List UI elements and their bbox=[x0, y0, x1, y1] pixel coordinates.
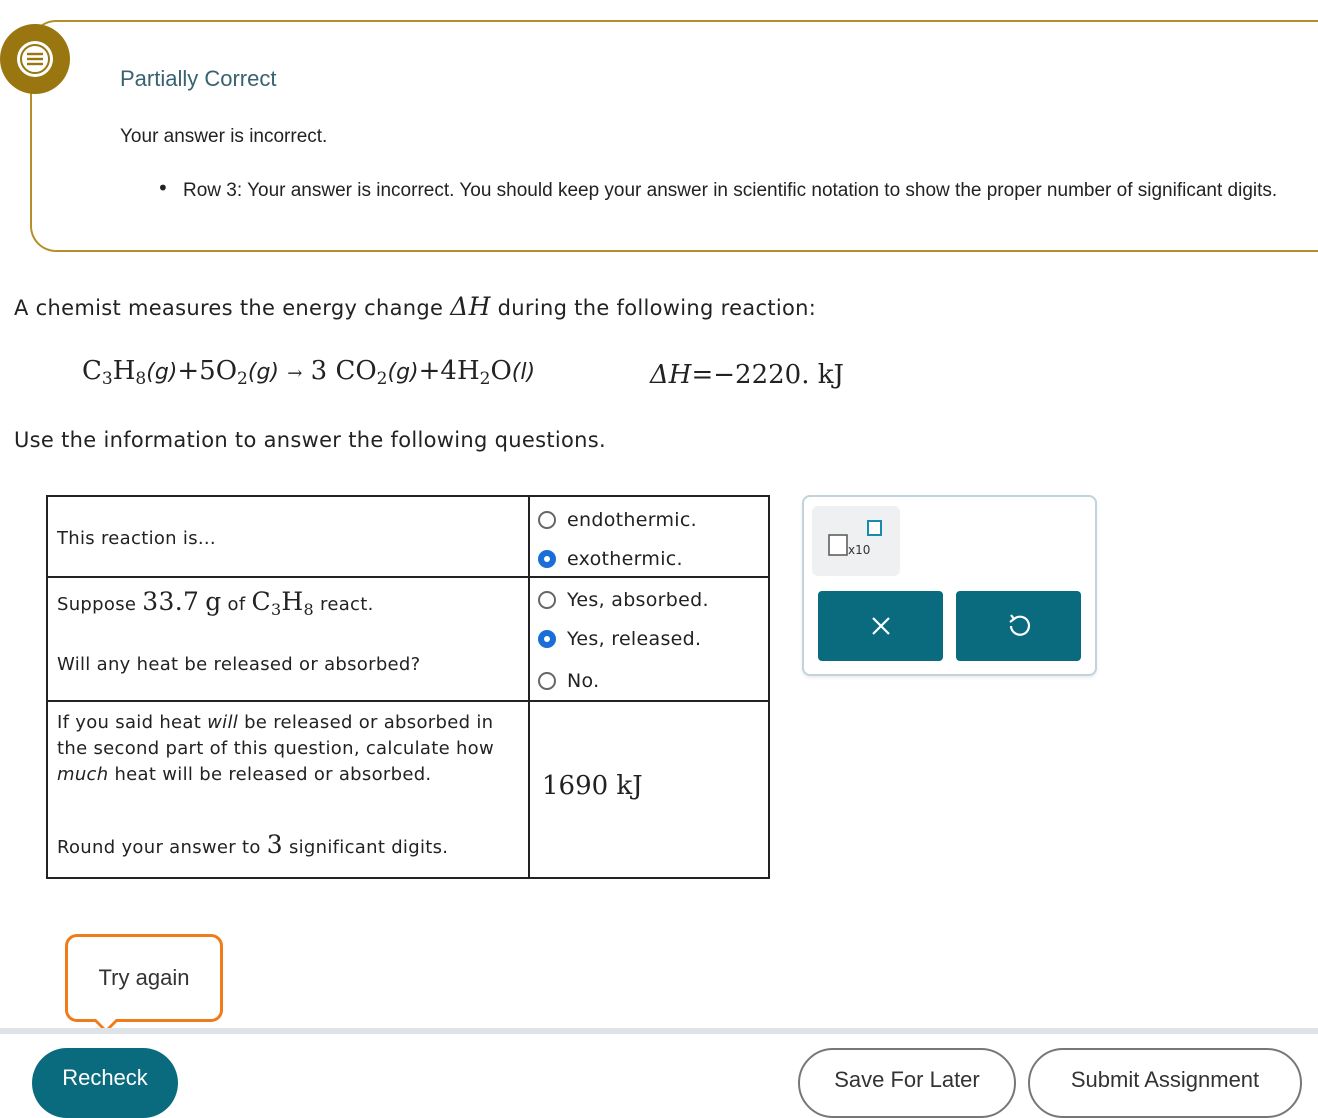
undo-icon bbox=[1005, 612, 1033, 640]
row3-prompt: If you said heat will be released or absorbed in the second part of this question, calculate how much heat will be released or absorbed. bbox=[57, 712, 495, 785]
feedback-detail: Row 3: Your answer is incorrect. You should keep your answer in scientific notation to show the proper number of significant digits. bbox=[183, 180, 1278, 201]
recheck-button[interactable]: Recheck bbox=[32, 1048, 178, 1118]
question-table bbox=[46, 495, 770, 879]
row3-rounding: Round your answer to 3 significant digits. bbox=[57, 830, 449, 859]
delta-h-value: ΔH=−2220. kJ bbox=[650, 360, 844, 390]
problem-intro: A chemist measures the energy change ΔH during the following reaction: bbox=[14, 292, 817, 321]
x10-icon bbox=[812, 506, 900, 576]
option-yes-released[interactable]: Yes, released. bbox=[538, 628, 701, 650]
radio-unselected[interactable] bbox=[538, 591, 556, 609]
feedback-subtitle: Your answer is incorrect. bbox=[120, 126, 328, 147]
undo-button[interactable] bbox=[956, 591, 1081, 661]
footer-divider bbox=[0, 1028, 1318, 1034]
try-again-tooltip: Try again bbox=[65, 934, 223, 1022]
delta-h-symbol: ΔH bbox=[450, 292, 491, 321]
reaction-equation: $C_3H_8(g)+5O_2(g) \to 3$ $CO_2(g)+4H_2O(l)$ bbox=[82, 356, 536, 389]
divider bbox=[528, 497, 530, 877]
option-endothermic[interactable]: endothermic. bbox=[538, 509, 697, 531]
save-for-later-button[interactable]: Save For Later bbox=[798, 1048, 1016, 1118]
feedback-panel bbox=[30, 20, 1318, 252]
x10-label: x10 bbox=[848, 543, 871, 557]
option-exothermic[interactable]: exothermic. bbox=[538, 548, 683, 570]
option-no[interactable]: No. bbox=[538, 670, 599, 692]
bullet: • bbox=[157, 176, 169, 200]
row1-prompt: This reaction is... bbox=[57, 528, 216, 549]
feedback-toggle-icon[interactable] bbox=[0, 24, 70, 94]
row2-prompt: Suppose 33.7 g of $C_3H_8$ react. bbox=[57, 587, 374, 619]
row2-question: Will any heat be released or absorbed? bbox=[57, 654, 421, 675]
answer-tools-panel bbox=[802, 495, 1097, 676]
submit-assignment-button[interactable]: Submit Assignment bbox=[1028, 1048, 1302, 1118]
divider bbox=[48, 700, 768, 702]
reaction-arrow: → bbox=[287, 363, 303, 384]
option-yes-absorbed[interactable]: Yes, absorbed. bbox=[538, 589, 709, 611]
answer-input[interactable]: 1690 kJ bbox=[542, 771, 643, 801]
radio-unselected[interactable] bbox=[538, 672, 556, 690]
radio-selected[interactable] bbox=[538, 630, 556, 648]
clear-button[interactable] bbox=[818, 591, 943, 661]
instructions: Use the information to answer the following questions. bbox=[14, 428, 606, 452]
radio-unselected[interactable] bbox=[538, 511, 556, 529]
divider bbox=[48, 576, 768, 578]
close-icon bbox=[868, 613, 894, 639]
feedback-title: Partially Correct bbox=[120, 66, 277, 91]
radio-selected[interactable] bbox=[538, 550, 556, 568]
scientific-notation-button[interactable] bbox=[812, 506, 900, 576]
